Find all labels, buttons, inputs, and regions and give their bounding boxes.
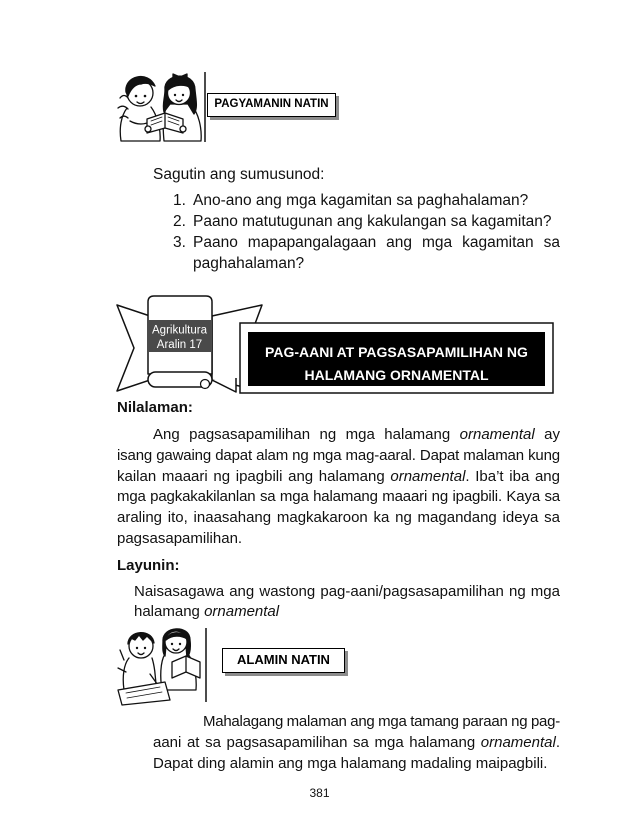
text-run: halamang [134, 603, 205, 620]
text-run: kailan maaari ng ipagbili ang halamang [117, 467, 391, 485]
text-run: mga pagkakakilanlan sa mga halamang maaari ng ipagbili. Kaya sa [117, 488, 560, 506]
text-run: Ang pagsasapamilihan ng mga halamang [153, 426, 460, 443]
children-reading-illustration-top [118, 74, 201, 141]
italic-term: ornamental [480, 734, 556, 751]
text-run: isang gawaing dapat alam ng mga mag-aaral. Dapat malaman kung [117, 446, 560, 464]
pagyamanin-label: PAGYAMANIN NATIN [214, 98, 329, 110]
paragraph-line [117, 508, 560, 529]
text-run: Dapat ding alamin ang mga halamang madaling maipagbili. [153, 755, 548, 772]
alamin-label: ALAMIN NATIN [237, 652, 330, 667]
text-run: Mahalagang malaman ang mga tamang paraan ng pag- [203, 713, 560, 730]
layunin-heading: Layunin: [117, 557, 180, 574]
nilalaman-heading: Nilalaman: [117, 399, 193, 416]
question-number: 3. [173, 234, 186, 251]
text-run: araling ito, inaasahang magkakaroon ka ng magandang ideya sa [117, 509, 560, 527]
question-text: Paano mapapangalagaan ang mga kagamitan sa paghahalaman? [193, 234, 560, 272]
pagyamanin-header-box [207, 93, 336, 117]
question-number: 2. [173, 213, 186, 230]
text-run: ay [534, 426, 560, 443]
nilalaman-paragraph [117, 425, 560, 550]
text-run: . [555, 734, 560, 751]
paragraph-line [134, 582, 560, 602]
alamin-header-box [222, 648, 345, 673]
subject-label: Agrikultura [152, 324, 207, 337]
italic-term: ornamental [390, 467, 466, 485]
question-item [173, 232, 560, 274]
scroll-curl [201, 380, 210, 389]
paragraph-line [117, 446, 560, 467]
text-run: Naisasagawa ang wastong pag-aani/pagsasapamilihan ng mga [134, 583, 560, 600]
lesson-number-label: Aralin 17 [156, 339, 203, 351]
question-text: Paano matutugunan ang kakulangan sa kagamitan? [193, 213, 552, 230]
italic-term: ornamental [204, 603, 280, 620]
paragraph-line [153, 732, 560, 753]
alamin-paragraph [153, 711, 560, 774]
questions-list [173, 190, 560, 274]
lesson-title-line-1: PAG-AANI AT PAGSASAPAMILIHAN NG [265, 344, 528, 360]
ribbon-left-tail [117, 305, 150, 391]
paragraph-line [117, 467, 560, 488]
ribbon-fold [212, 378, 236, 392]
paragraph-line [117, 487, 560, 508]
text-run: aani at sa pagsasapamilihan sa mga halamang [153, 734, 481, 751]
question-text: Ano-ano ang mga kagamitan sa paghahalaman? [193, 192, 529, 209]
question-item [173, 211, 560, 232]
page-number: 381 [309, 786, 330, 800]
questions-intro: Sagutin ang sumusunod: [153, 166, 325, 183]
paragraph-line [153, 753, 560, 774]
layunin-paragraph [134, 582, 560, 622]
paragraph-line [117, 425, 560, 446]
children-studying-illustration [118, 629, 200, 705]
question-item [173, 190, 560, 211]
italic-term: ornamental [459, 426, 535, 443]
paragraph-line [117, 529, 560, 550]
question-number: 1. [173, 192, 186, 209]
lesson-title-line-2: HALAMANG ORNAMENTAL [304, 367, 489, 383]
boy-figure [123, 633, 160, 690]
paragraph-line [134, 602, 560, 622]
paragraph-line [153, 711, 560, 732]
text-run: . Iba’t iba ang [465, 467, 560, 485]
text-run: pagsasapamilihan. [117, 529, 243, 547]
